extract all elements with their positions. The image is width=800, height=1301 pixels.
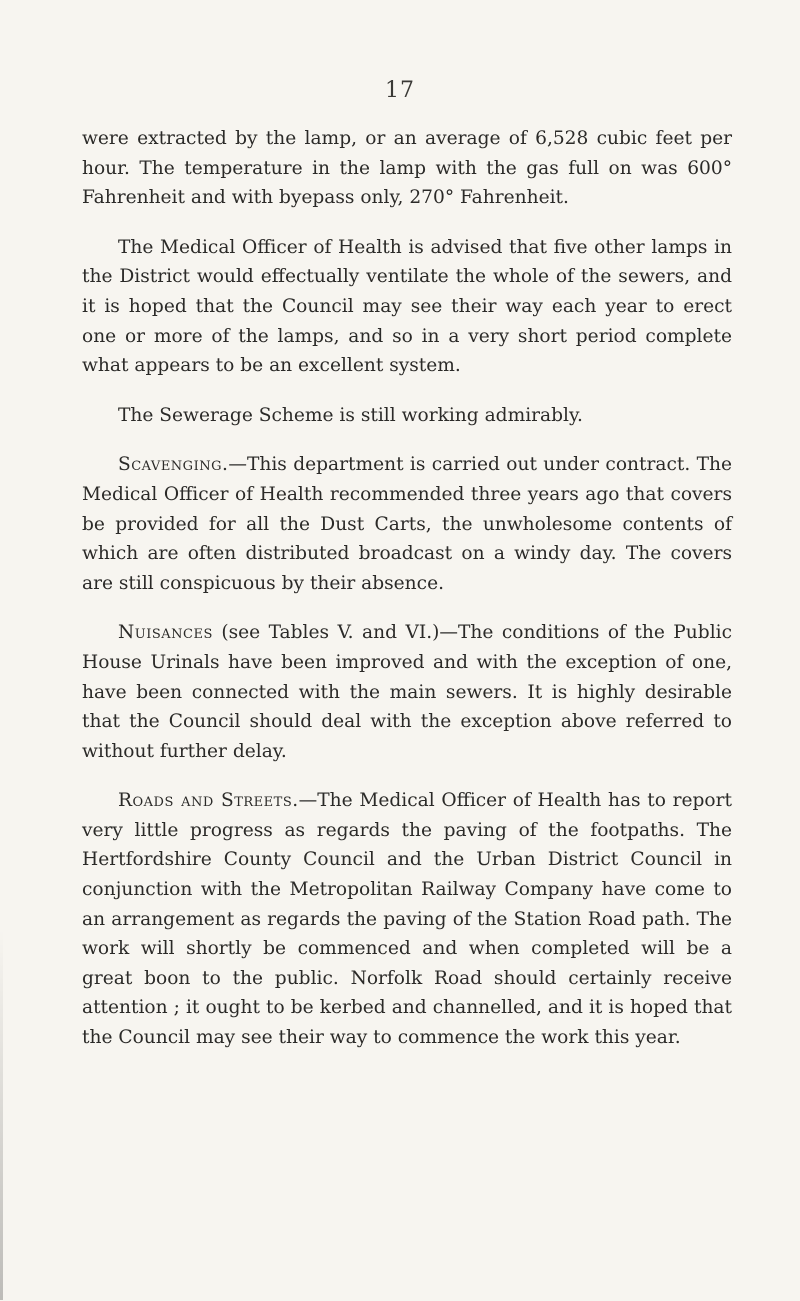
page-number: 17 (385, 78, 415, 103)
paragraph-nuisances (82, 618, 732, 766)
paragraph-text: —The Medical Officer of Health has to report very little progress as regards the paving of the footpaths. The Hertfordshire County Council and the Urban District Council in conjunction with the Metropolitan Railway Company have come to an arrangement as regards the paving of the Station Road path. The work will shortly be commenced and when completed will be a great boon to the public. Norfolk Road should certainly receive attention ; it ought to be kerbed and channelled, and it is hoped that the Council may see their way to commence the work this year. (82, 790, 732, 1049)
paragraph-text: —This department is carried out under contract. The Medical Officer of Health recommended three years ago that covers be provided for all the Dust Carts, the unwholesome contents of which are often distributed broadcast on a windy day. The covers are still conspicuous by their absence. (82, 454, 732, 594)
paragraph-text: The Sewerage Scheme is still working admirably. (118, 404, 583, 426)
section-heading-roads-and-streets: Roads and Streets. (118, 790, 299, 812)
paragraph-sewerage-scheme (82, 401, 732, 431)
paragraph-text: (see Tables V. and VI.)—The conditions of the Public House Urinals have been improved and with the exception of one, have been connected with the main sewers. It is highly desirable that the Council should deal with the exception above referred to without further delay. (82, 622, 732, 762)
paragraph-lamp-extraction (82, 124, 732, 213)
section-heading-nuisances: Nuisances (118, 622, 213, 644)
paragraph-roads-and-streets (82, 786, 732, 1052)
paragraph-ventilation-lamps (82, 233, 732, 381)
document-body (82, 124, 732, 1073)
section-heading-scavenging: Scavenging. (118, 454, 229, 476)
paragraph-text: The Medical Officer of Health is advised that five other lamps in the District would effectually ventilate the whole of the sewers, and it is hoped that the Council may see their way each year to erect one or more of the lamps, and so in a very short period complete what appears to be an excellent system. (82, 236, 732, 377)
page-binding-shadow (0, 930, 3, 1300)
paragraph-text: were extracted by the lamp, or an average of 6,528 cubic feet per hour. The temperature in the lamp with the gas full on was 600° Fahrenheit and with byepass only, 270° Fahrenheit. (82, 128, 732, 209)
paragraph-scavenging (82, 450, 732, 598)
